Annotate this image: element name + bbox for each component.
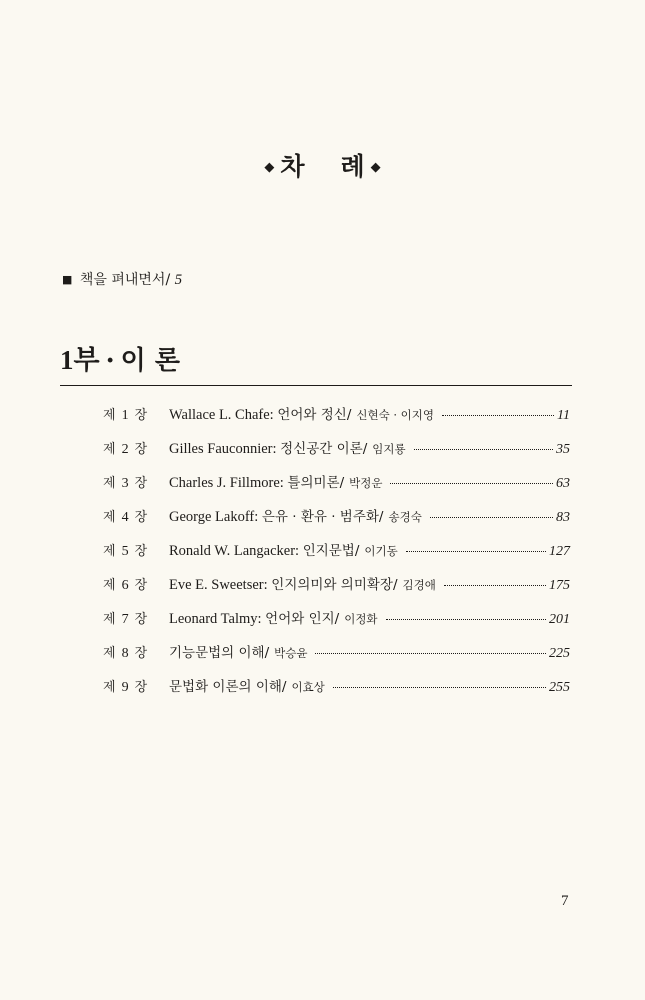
chapter-page: 225 bbox=[549, 646, 570, 661]
scholar-name: Ronald W. Langacker: bbox=[169, 543, 300, 559]
chapter-num: 3 bbox=[121, 476, 130, 491]
chapter-subtitle: 은유 · 환유 · 범주화/ bbox=[261, 509, 384, 525]
chapter-author: 이기동 bbox=[364, 544, 398, 558]
scholar-name: Wallace L. Chafe: bbox=[169, 407, 274, 423]
chapter-num: 1 bbox=[121, 408, 130, 423]
toc-entry[interactable] bbox=[103, 607, 570, 641]
chapter-prefix: 제 bbox=[103, 476, 117, 491]
chapter-page: 175 bbox=[549, 578, 570, 593]
toc-entry[interactable] bbox=[103, 675, 570, 709]
chapter-prefix: 제 bbox=[103, 680, 117, 695]
toc-entry[interactable] bbox=[103, 437, 570, 471]
chapter-number bbox=[103, 574, 169, 594]
dot-leader bbox=[406, 551, 546, 552]
chapter-author: 박정운 bbox=[349, 476, 383, 490]
chapter-title bbox=[169, 437, 367, 458]
chapter-prefix: 제 bbox=[103, 646, 117, 661]
chapter-page: 255 bbox=[549, 680, 570, 695]
chapter-title bbox=[169, 607, 339, 628]
chapter-author: 김경애 bbox=[402, 578, 436, 592]
chapter-subtitle: 언어와 정신/ bbox=[277, 407, 352, 423]
chapter-subtitle: 인지의미와 의미확장/ bbox=[271, 577, 398, 593]
chapter-suffix: 장 bbox=[134, 544, 149, 559]
dot-leader bbox=[390, 483, 553, 484]
diamond-right-icon: ◆ bbox=[370, 160, 381, 175]
part-number: 1부 bbox=[60, 345, 100, 375]
chapter-page: 11 bbox=[557, 408, 570, 423]
chapter-num: 8 bbox=[121, 646, 130, 661]
preface-page: 5 bbox=[174, 272, 183, 288]
chapter-suffix: 장 bbox=[134, 646, 149, 661]
chapter-author: 송경숙 bbox=[388, 510, 422, 524]
chapter-suffix: 장 bbox=[134, 408, 149, 423]
chapter-author: 이정화 bbox=[344, 612, 378, 626]
chapter-subtitle: 언어와 인지/ bbox=[265, 611, 340, 627]
scholar-name: Gilles Fauconnier: bbox=[169, 441, 277, 457]
scholar-name: Eve E. Sweetser: bbox=[169, 577, 268, 593]
chapter-number bbox=[103, 642, 169, 662]
toc-list bbox=[103, 403, 570, 709]
chapter-number bbox=[103, 676, 169, 696]
chapter-title bbox=[169, 505, 383, 526]
toc-entry[interactable] bbox=[103, 539, 570, 573]
chapter-subtitle: 틀의미론/ bbox=[287, 475, 345, 491]
toc-entry[interactable] bbox=[103, 403, 570, 437]
diamond-left-icon: ◆ bbox=[264, 160, 275, 175]
chapter-num: 2 bbox=[121, 442, 130, 457]
chapter-title bbox=[169, 403, 351, 424]
preface-entry[interactable] bbox=[62, 270, 182, 290]
scholar-name: Charles J. Fillmore: bbox=[169, 475, 284, 491]
chapter-page: 63 bbox=[556, 476, 570, 491]
preface-label: 책을 펴내면서/ bbox=[79, 272, 171, 288]
dot-leader bbox=[430, 517, 553, 518]
chapter-num: 5 bbox=[121, 544, 130, 559]
chapter-prefix: 제 bbox=[103, 408, 117, 423]
scholar-name: George Lakoff: bbox=[169, 509, 259, 525]
dot-leader bbox=[333, 687, 546, 688]
chapter-suffix: 장 bbox=[134, 578, 149, 593]
chapter-prefix: 제 bbox=[103, 544, 117, 559]
chapter-num: 7 bbox=[121, 612, 130, 627]
toc-entry[interactable] bbox=[103, 573, 570, 607]
chapter-suffix: 장 bbox=[134, 476, 149, 491]
toc-entry[interactable] bbox=[103, 641, 570, 675]
chapter-prefix: 제 bbox=[103, 612, 117, 627]
part-heading bbox=[60, 343, 180, 378]
dot-leader bbox=[414, 449, 553, 450]
chapter-number bbox=[103, 404, 169, 424]
chapter-title bbox=[169, 675, 286, 696]
dot-leader bbox=[315, 653, 546, 654]
chapter-number bbox=[103, 472, 169, 492]
chapter-suffix: 장 bbox=[134, 680, 149, 695]
chapter-author: 신현숙 · 이지영 bbox=[356, 408, 435, 422]
chapter-author: 이효상 bbox=[291, 680, 325, 694]
chapter-prefix: 제 bbox=[103, 510, 117, 525]
chapter-num: 6 bbox=[121, 578, 130, 593]
chapter-number bbox=[103, 438, 169, 458]
chapter-title bbox=[169, 539, 359, 560]
title-char-1: 차 bbox=[280, 152, 305, 181]
part-name: 이 론 bbox=[120, 346, 180, 376]
chapter-title bbox=[169, 641, 269, 662]
chapter-subtitle: 문법화 이론의 이해/ bbox=[169, 679, 287, 695]
chapter-suffix: 장 bbox=[134, 612, 149, 627]
part-divider bbox=[60, 385, 572, 386]
chapter-author: 박승윤 bbox=[274, 646, 308, 660]
chapter-prefix: 제 bbox=[103, 442, 117, 457]
chapter-number bbox=[103, 608, 169, 628]
chapter-number bbox=[103, 506, 169, 526]
chapter-number bbox=[103, 540, 169, 560]
chapter-page: 83 bbox=[556, 510, 570, 525]
dot-leader bbox=[442, 415, 554, 416]
chapter-subtitle: 기능문법의 이해/ bbox=[169, 645, 270, 661]
chapter-page: 35 bbox=[556, 442, 570, 457]
chapter-author: 임지룡 bbox=[372, 442, 406, 456]
chapter-page: 127 bbox=[549, 544, 570, 559]
title-char-2: 례 bbox=[340, 152, 365, 181]
part-separator: · bbox=[105, 346, 115, 376]
page-number: 7 bbox=[561, 893, 569, 909]
chapter-suffix: 장 bbox=[134, 510, 149, 525]
chapter-title bbox=[169, 573, 398, 594]
chapter-num: 4 bbox=[121, 510, 130, 525]
square-bullet-icon: ■ bbox=[62, 273, 73, 286]
toc-entry[interactable] bbox=[103, 471, 570, 505]
chapter-suffix: 장 bbox=[134, 442, 149, 457]
chapter-subtitle: 인지문법/ bbox=[302, 543, 360, 559]
chapter-num: 9 bbox=[121, 680, 130, 695]
page-title bbox=[0, 152, 645, 183]
chapter-subtitle: 정신공간 이론/ bbox=[280, 441, 368, 457]
scholar-name: Leonard Talmy: bbox=[169, 611, 262, 627]
chapter-title bbox=[169, 471, 344, 492]
dot-leader bbox=[444, 585, 546, 586]
dot-leader bbox=[386, 619, 546, 620]
chapter-prefix: 제 bbox=[103, 578, 117, 593]
toc-entry[interactable] bbox=[103, 505, 570, 539]
chapter-page: 201 bbox=[549, 612, 570, 627]
